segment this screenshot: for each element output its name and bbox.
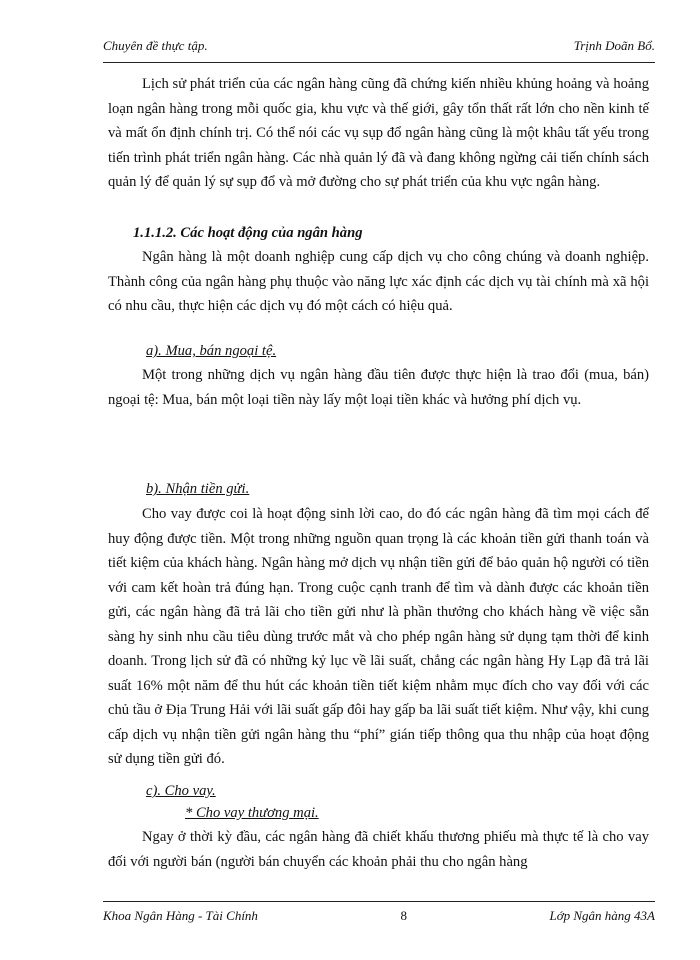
paragraph-deposits (108, 502, 649, 772)
paragraph-history (108, 72, 649, 195)
header-right: Trịnh Doãn Bổ. (573, 38, 655, 53)
subheading-commercial-loans: * Cho vay thương mại. (185, 805, 319, 821)
paragraph-activities (108, 245, 649, 319)
paragraph-commercial-loans (108, 825, 649, 874)
page-header (103, 38, 655, 63)
page-number: 8 (400, 908, 407, 923)
paragraph-foreign-exchange (108, 363, 649, 412)
footer-right: Lớp Ngân hàng 43A (549, 908, 655, 923)
page-footer (103, 901, 655, 924)
section-heading: 1.1.1.2. Các hoạt động của ngân hàng (133, 225, 363, 241)
subheading-b: b). Nhận tiền gửi. (146, 481, 250, 497)
subheading-c: c). Cho vay. (146, 783, 216, 799)
paragraph-text: Lịch sử phát triển của các ngân hàng cũng đã chứng kiến nhiều khủng hoảng và hoảng loạn ngân hàng trong mỗi quốc gia, khu vực và thế giới, gây tổn thất rất lớn cho nền kinh tế và mất ổn định chính trị. Có thể nói các vụ sụp đổ ngân hàng cũng là một khâu tất yếu trong tiến trình phát triển ngân hàng. Các nhà quản lý đã và đang không ngừng cải tiến chính sách quản lý để quản lý sự sụp đổ và mở đường cho sự phát triển của khu vực ngân hàng. (108, 76, 649, 190)
paragraph-text: Cho vay được coi là hoạt động sinh lời cao, do đó các ngân hàng đã tìm mọi cách để huy động được tiền. Một trong những nguồn quan trọng là các khoản tiền gửi thanh toán và tiết kiệm của khách hàng. Ngân hàng mở dịch vụ nhận tiền gửi để bảo quản hộ người có tiền với cam kết hoàn trả đúng hạn. Trong cuộc cạnh tranh để tìm và dành được các khoản tiền gửi, các ngân hàng đã trả lãi cho tiền gửi như là phần thưởng cho khách hàng về việc sẵn sàng hy sinh nhu cầu tiêu dùng trước mắt và cho phép ngân hàng sử dụng tạm thời để kinh doanh. Trong lịch sử đã có những kỷ lục về lãi suất, chẳng các ngân hàng Hy Lạp đã trả lãi suất 16% một năm để thu hút các khoản tiền tiết kiệm nhằm mục đích cho vay đối với các chủ tầu ở Địa Trung Hải với lãi suất gấp đôi hay gấp ba lãi suất tiết kiệm. Như vậy, khi cung cấp dịch vụ nhận tiền gửi ngân hàng thu “phí” gián tiếp thông qua thu nhập của hoạt động sử dụng tiền gửi đó. (108, 506, 649, 767)
paragraph-text: Ngay ở thời kỳ đầu, các ngân hàng đã chiết khấu thương phiếu mà thực tế là cho vay đối với người bán (người bán chuyển các khoản phải thu cho ngân hàng (108, 829, 649, 870)
subheading-a: a). Mua, bán ngoại tệ. (146, 343, 277, 359)
paragraph-text: Ngân hàng là một doanh nghiệp cung cấp dịch vụ cho công chúng và doanh nghiệp. Thành công của ngân hàng phụ thuộc vào năng lực xác định các dịch vụ tài chính mà xã hội có nhu cầu, thực hiện các dịch vụ đó một cách có hiệu quả. (108, 249, 649, 314)
paragraph-text: Một trong những dịch vụ ngân hàng đầu tiên được thực hiện là trao đổi (mua, bán) ngoại tệ: Mua, bán một loại tiền này lấy một loại tiền khác và hưởng phí dịch vụ. (108, 367, 649, 408)
footer-left: Khoa Ngân Hàng - Tài Chính (103, 908, 258, 923)
header-left: Chuyên đề thực tập. (103, 38, 208, 53)
